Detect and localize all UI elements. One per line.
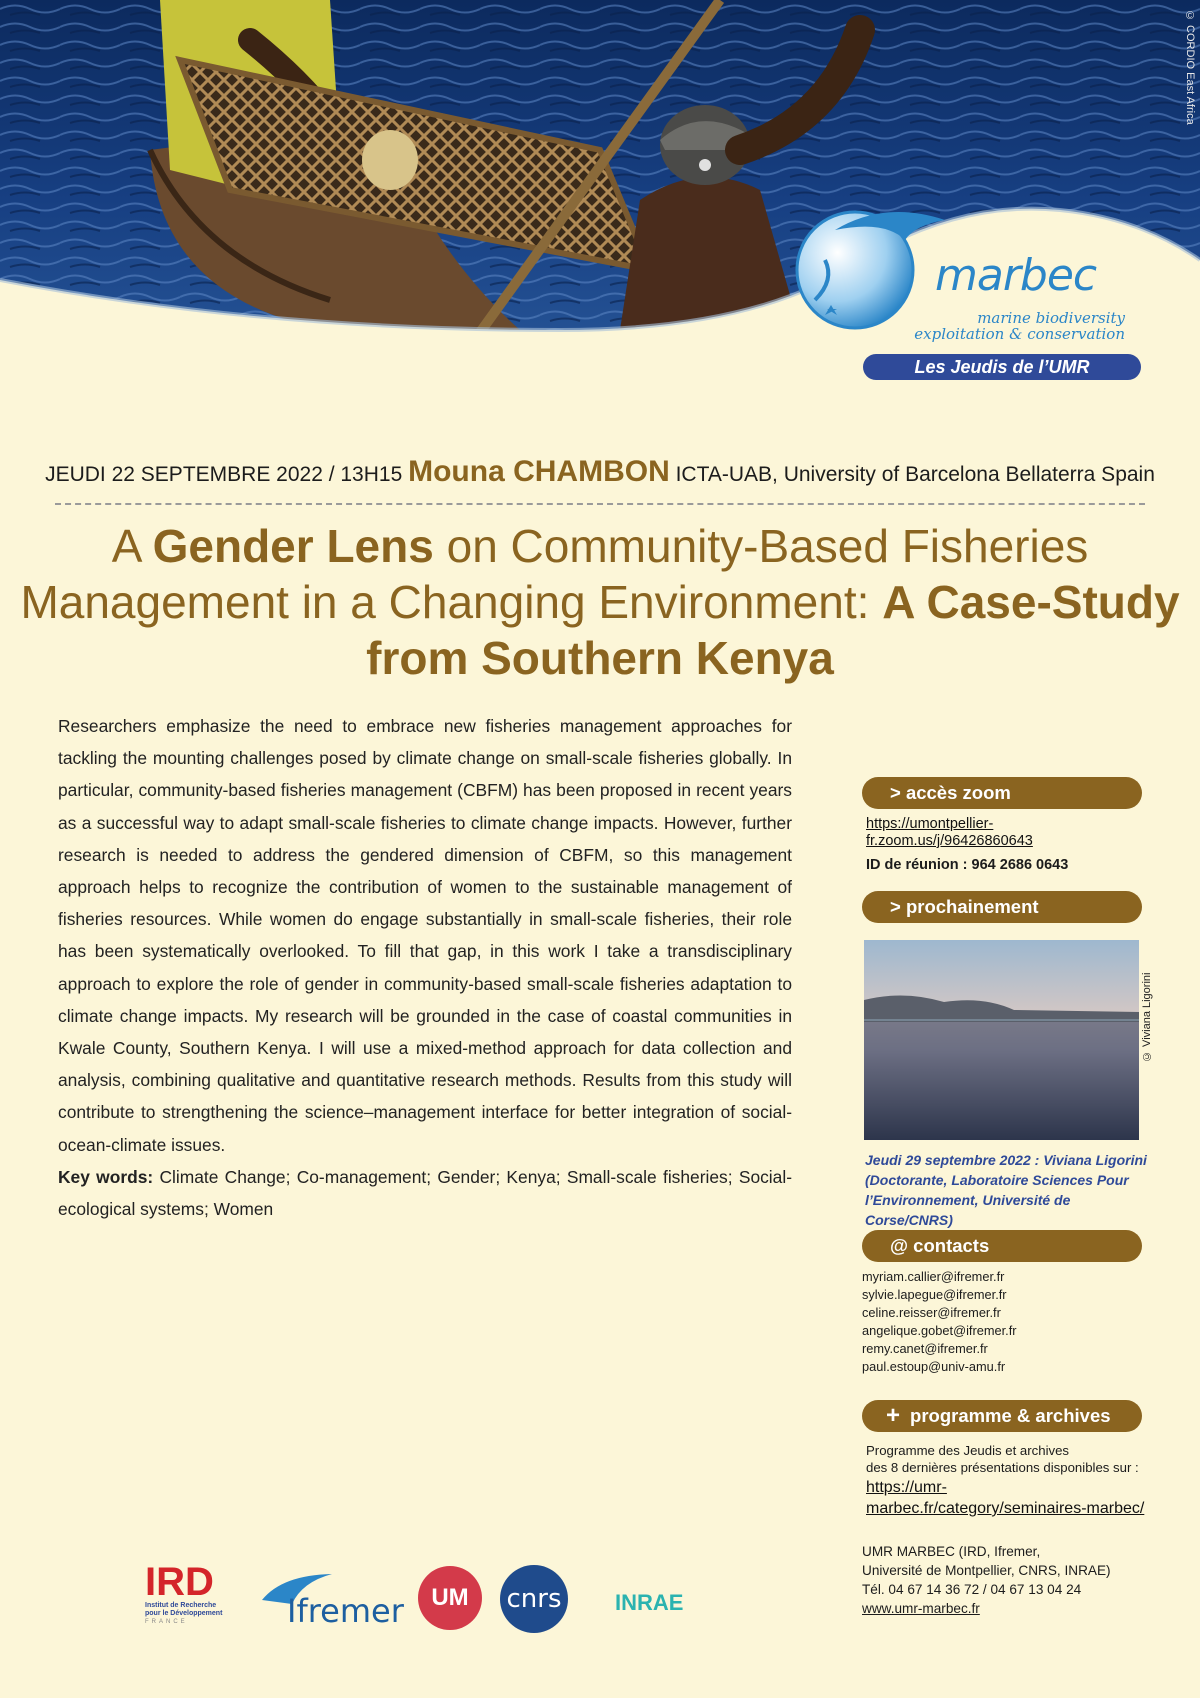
contacts-heading: @ contacts bbox=[862, 1230, 1142, 1262]
contact-email[interactable]: celine.reisser@ifremer.fr bbox=[862, 1305, 1001, 1320]
tagline-line-1: marine biodiversity bbox=[977, 309, 1125, 327]
programme-heading bbox=[862, 1400, 1142, 1432]
tagline-line-2: exploitation & conservation bbox=[914, 325, 1125, 343]
programme-text-line-1: Programme des Jeudis et archives bbox=[866, 1443, 1070, 1458]
contacts-list bbox=[862, 1268, 1142, 1376]
programme-link[interactable]: https://umr-marbec.fr/category/seminaires-marbec/ bbox=[866, 1479, 1145, 1517]
speaker-affiliation: ICTA-UAB, University of Barcelona Bellaterra Spain bbox=[675, 463, 1155, 486]
ird-sub-2: pour le Développement bbox=[145, 1610, 223, 1617]
marbec-wordmark: marbec bbox=[935, 250, 1097, 301]
next-caption: Jeudi 29 septembre 2022 : Viviana Ligorini (Doctorante, Laboratoire Sciences Pour l’Environnement, Université de Corse/CNRS) bbox=[865, 1152, 1147, 1228]
programme-heading-label: programme & archives bbox=[910, 1405, 1111, 1426]
contact-email[interactable]: angelique.gobet@ifremer.fr bbox=[862, 1323, 1017, 1338]
event-line bbox=[0, 455, 1200, 489]
cnrs-logo bbox=[500, 1565, 568, 1633]
contact-email[interactable]: myriam.callier@ifremer.fr bbox=[862, 1269, 1005, 1284]
umr-website-link[interactable]: www.umr-marbec.fr bbox=[862, 1601, 980, 1616]
ifremer-wordmark: Ifremer bbox=[287, 1592, 404, 1630]
umr-phone: Tél. 04 67 14 36 72 / 04 67 13 04 24 bbox=[862, 1582, 1082, 1597]
title-part-3: on Community-Based Fisheries Management in a Changing Environment: bbox=[20, 520, 1089, 628]
ird-sub-1: Institut de Recherche bbox=[145, 1602, 217, 1609]
umr-line-1: UMR MARBEC (IRD, Ifremer, bbox=[862, 1544, 1041, 1559]
keywords-list: Climate Change; Co-management; Gender; Kenya; Small-scale fisheries; Social-ecological systems; Women bbox=[58, 1166, 792, 1220]
next-speaker-photo bbox=[864, 940, 1139, 1140]
photo-credit: © CORDIO East Africa bbox=[1184, 10, 1196, 125]
title-emphasis-1: Gender Lens bbox=[152, 520, 434, 572]
umr-line-2: Université de Montpellier, CNRS, INRAE) bbox=[862, 1563, 1111, 1578]
zoom-link[interactable]: https://umontpellier-fr.zoom.us/j/96426860643 bbox=[866, 816, 1033, 849]
umr-info bbox=[862, 1542, 1162, 1618]
programme-text bbox=[866, 1442, 1156, 1476]
abstract-text: Researchers emphasize the need to embrace new fisheries management approaches for tackling the mounting challenges posed by climate change on small-scale fisheries globally. In particular, community-based fisheries management (CBFM) has been proposed in recent years as a successful way to adapt small-scale fisheries to climate change impacts. However, further research is needed to address the gendered dimension of CBFM, so this management approach helps to recognize the contribution of women to the sustainable management of fisheries resources. While women do engage substantially in small-scale fisheries, their role has been systematically overlooked. To fill that gap, in this work I take a transdisciplinary approach to explore the role of gender in community-based small-scale fisheries adaptation to climate change impacts. My research will be grounded in the case of coastal communities in Kwale County, Southern Kenya. I will use a mixed-method approach for data collection and analysis, combining qualitative and quantitative research methods. Results from this study will contribute to strengthening the science–management interface for better integration of social-ocean-climate issues. bbox=[58, 716, 792, 1155]
keywords bbox=[58, 1161, 792, 1225]
ird-sub-3: FRANCE bbox=[145, 1619, 188, 1625]
um-logo bbox=[418, 1566, 482, 1630]
zoom-heading: > accès zoom bbox=[862, 777, 1142, 809]
inrae-logo: INRAE bbox=[615, 1590, 684, 1615]
ird-wordmark: IRD bbox=[145, 1560, 214, 1604]
talk-title bbox=[20, 518, 1180, 686]
marbec-tagline bbox=[905, 310, 1125, 342]
programme-text-line-2: des 8 dernières présentations disponibles sur : bbox=[866, 1460, 1139, 1475]
event-date-time: JEUDI 22 SEPTEMBRE 2022 / 13H15 bbox=[45, 463, 403, 486]
title-part-1: A bbox=[111, 520, 153, 572]
cnrs-wordmark: cnrs bbox=[506, 1584, 562, 1614]
contact-email[interactable]: sylvie.lapegue@ifremer.fr bbox=[862, 1287, 1007, 1302]
ifremer-logo bbox=[262, 1570, 402, 1630]
keywords-label: Key words: bbox=[58, 1166, 154, 1187]
um-wordmark: UM bbox=[431, 1584, 469, 1611]
speaker-name: Mouna CHAMBON bbox=[408, 455, 670, 488]
next-photo-credit: © Viviana Ligorini bbox=[1141, 972, 1153, 1062]
abstract bbox=[58, 710, 792, 1225]
next-heading: > prochainement bbox=[862, 891, 1142, 923]
plus-icon: + bbox=[886, 1402, 901, 1429]
contact-email[interactable]: remy.canet@ifremer.fr bbox=[862, 1341, 988, 1356]
series-badge: Les Jeudis de l’UMR bbox=[863, 354, 1141, 380]
contact-email[interactable]: paul.estoup@univ-amu.fr bbox=[862, 1359, 1006, 1374]
ird-logo bbox=[145, 1562, 235, 1632]
zoom-meeting-id: ID de réunion : 964 2686 0643 bbox=[866, 857, 1069, 873]
title-emphasis-2: A Case-Study from Southern Kenya bbox=[366, 576, 1180, 684]
divider bbox=[55, 503, 1145, 505]
